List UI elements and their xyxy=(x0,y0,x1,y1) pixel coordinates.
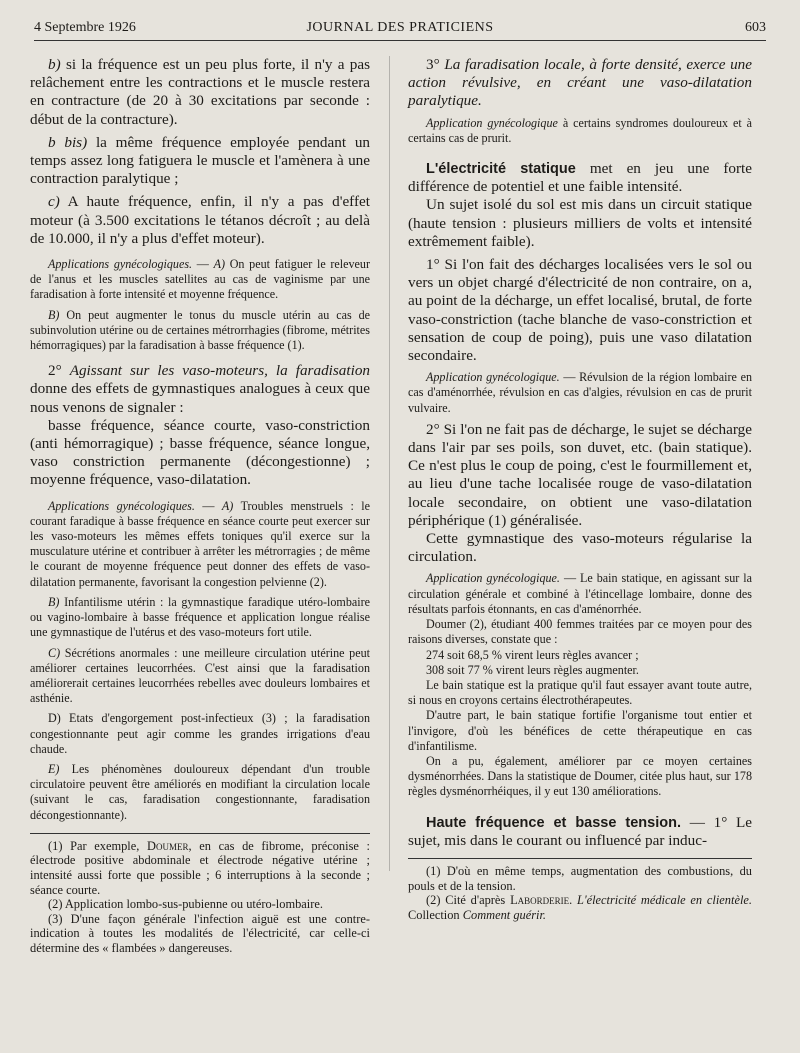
footnote-2 xyxy=(30,897,370,912)
paragraph-italic: Agissant sur les vaso-moteurs, la faradisation xyxy=(69,362,371,380)
footnote-1 xyxy=(30,839,370,897)
footnote-text: (1) Par exemple, xyxy=(48,838,140,853)
paragraph-text: met en jeu une forte différence de potentiel et une faible intensité. xyxy=(408,160,753,196)
paragraph-text: — 1° Le sujet, mis dans le courant ou influencé par induc- xyxy=(408,813,753,849)
applications-2-d xyxy=(30,711,370,757)
paragraph-text: — Le bain statique, en agissant sur la circulation générale et combiné à l'étincellage lombaire, donne des résultats parfois étonnants, en cas d'aménorrhée. xyxy=(408,571,752,616)
paragraph-text: On peut fatiguer le releveur de l'anus et les muscles satellites au cas de vaginisme par une faradisation à forte intensité et moyenne fréquence. xyxy=(30,257,370,302)
autre-paragraph xyxy=(408,708,752,754)
paragraph-text: D) Etats d'engorgement post-infectieux (3) ; la faradisation congestionnante peut agir comme les grandes irrigations d'eau chaude. xyxy=(30,711,370,756)
page-number: 603 xyxy=(745,20,766,35)
application-4 xyxy=(408,370,752,416)
paragraph-text: Troubles menstruels : le courant faradique à basse fréquence en séance courte peut exercer sur les vaso-moteurs les mêmes effets toniques qu'il exerce sur la musculature utérine et contribuer à arrêter les métrorragies ; de même le courant de moyenne fréquence peut donner des effets de vaso-dilatation permanente, favorisant la congestion pelvienne (2). xyxy=(30,498,371,589)
paragraph-2-list xyxy=(30,417,370,490)
paragraph-text: — Révulsion de la région lombaire en cas d'aménorrhée, révulsion en cas d'algies, révulsion en cas de prurit vulvaire. xyxy=(408,370,752,415)
item-label: E) xyxy=(48,761,60,776)
footnote-text: Collection xyxy=(408,907,460,922)
section-label: Application gynécologique xyxy=(426,115,558,130)
paragraph-text: donne des effets de gymnastiques analogues à ceux que nous venons de signaler : xyxy=(30,380,370,416)
column-divider xyxy=(389,56,390,871)
bain-paragraph xyxy=(408,678,752,708)
paragraph-text: Le bain statique est la pratique qu'il faut essayer avant toute autre, si nous en croyons certains électrothérapeutes. xyxy=(408,677,752,708)
footnote-text: (1) D'où en même temps, augmentation des combustions, du pouls et de la tension. xyxy=(408,863,752,893)
footnote-author: Doumer xyxy=(147,838,189,853)
footnote-author: Laborderie xyxy=(510,893,570,908)
item-label: C) xyxy=(48,645,61,660)
footnote-collection: Comment guérir. xyxy=(462,907,547,922)
static-paragraph-3 xyxy=(408,530,752,566)
section-label: Application gynécologique. xyxy=(426,571,560,586)
item-label: b) xyxy=(48,56,61,73)
item-label: A) xyxy=(221,498,234,513)
paragraph-text: On a pu, également, améliorer par ce moyen certaines dysménorrhées. Dans la statistique de Doumer, citée plus haut, sur 178 règles dysménorrhéiques, il y eut 130 améliorations. xyxy=(408,753,752,799)
section-heading: L'électricité statique xyxy=(426,161,576,178)
item-label: B) xyxy=(48,594,60,609)
item-label: B) xyxy=(48,307,60,322)
static-paragraph-2b xyxy=(408,421,752,530)
paragraph-text: 1° Si l'on fait des décharges localisées vers le sol ou vers un objet chargé d'électricité de non contraire, on a, au point de la décharge, un effet localisé, brutal, de forte vaso-constriction (tache blanche de vaso-constriction et sensation de coup de poing), puis une vaso dilatation secondaire. xyxy=(408,256,752,365)
paragraph-italic: La faradisation locale, à forte densité, exerce une action révulsive, en créant une vaso-dilatation paralytique. xyxy=(408,56,753,110)
applications-2-c xyxy=(30,646,370,707)
doumer-paragraph xyxy=(408,617,752,647)
footnote-3 xyxy=(30,912,370,956)
paragraph-c xyxy=(30,193,370,248)
paragraph-text: basse fréquence, séance courte, vaso-constriction (anti hémorragique) ; basse fréquence, séance longue, vaso constriction permanente (décongestionne) ; moyenne fréquence, vaso-dilatation. xyxy=(30,416,370,489)
paragraph-text: Infantilisme utérin : la gymnastique faradique utéro-lombaire ou vagino-lombaire à basse fréquence et application longue réalise une gymnastique de l'utérus et des vaso-moteurs fort utile. xyxy=(30,594,370,640)
item-label: b bis) xyxy=(48,133,88,151)
paragraph-text: Sécrétions anormales : une meilleure circulation utérine peut améliorer certaines leucorrhées. C'est ainsi que la faradisation améliorerait certaines leucorrhées rebelles avec douleurs lombaires et asthénie. xyxy=(30,645,370,706)
applications-2-a: Applications gynécologiques. — A) Troubles menstruels : le courant faradique à basse fréquence en séance courte peut exercer sur les vaso-moteurs les mêmes effets toniques qu'il exerce sur la musculature utérine et contribuer à arrêter les métrorragies ; de même le courant de moyenne fréquence peut donner des effets de vaso-dilatation permanente, favorisant la congestion pelvienne (2). xyxy=(30,498,371,589)
footnote-text: , en cas de fibrome, préconise : électrode positive abdominale et électrode négative utérine ; intensité aussi forte que possible ; 6 interruptions à la seconde ; séance courte. xyxy=(30,838,370,897)
applications-1-b xyxy=(30,308,370,354)
footnote-right-2: (2) Cité d'après Laborderie. L'électricité médicale en clientèle. Collection Comment guérir. xyxy=(408,893,752,922)
left-column xyxy=(30,56,370,955)
paragraph-text: Cette gymnastique des vaso-moteurs régularise la circulation. xyxy=(408,530,752,566)
item-number: 3° xyxy=(426,56,440,73)
paragraph-text: la même fréquence employée pendant un temps assez long fatiguera le muscle et l'amènera à une contraction paralytique ; xyxy=(30,133,371,188)
running-header xyxy=(34,18,766,41)
item-label: A) xyxy=(213,257,225,272)
paragraph-text: Les phénomènes douloureux dépendant d'un trouble circulatoire peuvent être améliorés en modifiant la circulation locale (suivant le cas, faradisation congestionnante, faradisation décongestionnante). xyxy=(30,761,370,822)
footnote-rule xyxy=(30,833,370,834)
paragraph-text: 274 soit 68,5 % virent leurs règles avancer ; xyxy=(426,647,639,662)
paragraph-b-bis xyxy=(30,134,370,189)
footnote-rule xyxy=(408,858,752,859)
paragraph-text: A haute fréquence, enfin, il n'y a pas d'effet moteur (à 3.500 excitations le tétanos décroît ; au delà de 10.000, il n'y a plus d'effet moteur). xyxy=(30,193,370,247)
paragraph-text: à certains syndromes douloureux et à certains cas de prurit. xyxy=(408,115,752,145)
applications-2-e xyxy=(30,762,370,823)
footnote-text: (2) Cité d'après xyxy=(426,893,506,908)
paragraph-text: D'autre part, le bain statique fortifie l'organisme tout entier et l'invigore, d'où les bénéfices de cette thérapeutique en cas d'infantilisme. xyxy=(408,708,752,753)
high-frequency-paragraph xyxy=(408,814,752,850)
static-paragraph-1 xyxy=(408,256,752,365)
paragraph-text: Un sujet isolé du sol est mis dans un circuit statique (haute tension : plusieurs milliers de volts et intensité extrêmement faible). xyxy=(408,196,752,250)
paragraph-text: 2° Si l'on ne fait pas de décharge, le sujet se décharge dans l'air par ses poils, son duvet, etc. (bain statique). Ce n'est plus le coup de poing, c'est le fourmillement et, au lieu d'une tache localisée rouge de vaso-dilatation locale secondaire, on obtient une vaso-dilatation périphérique (1) généralisée. xyxy=(408,420,752,529)
footnote-text: (2) Application lombo-sus-pubienne ou utéro-lombaire. xyxy=(48,897,323,912)
item-number: 2° xyxy=(48,362,62,380)
footnote-book-title: L'électricité médicale en clientèle. xyxy=(577,893,752,908)
right-column xyxy=(408,56,752,922)
paragraph-b xyxy=(30,56,370,129)
applications-1-a: Applications gynécologiques. — A) On peut fatiguer le releveur de l'anus et les muscles satellites au cas de vaginisme par une faradisation à forte intensité et moyenne fréquence. xyxy=(30,257,370,302)
journal-title: JOURNAL DES PRATICIENS xyxy=(306,20,494,35)
paragraph-2 xyxy=(30,362,370,417)
dysmenorrhea-paragraph xyxy=(408,754,752,800)
section-label: Applications gynécologiques. xyxy=(48,498,195,513)
item-label: c) xyxy=(48,193,60,211)
footnote-right-1 xyxy=(408,864,752,893)
paragraph-text: si la fréquence est un peu plus forte, il n'y a pas relâchement entre les contractions et le muscle restera en contracture (de 20 à 30 excitations par seconde : début de la contracture). xyxy=(30,56,371,128)
footnote-text: (3) D'une façon générale l'infection aiguë est une contre-indication à toutes les modalités de l'électricité, car celle-ci détermine des « flambées » dangereuses. xyxy=(30,911,370,955)
application-5 xyxy=(408,571,752,617)
section-label: Application gynécologique. xyxy=(426,370,560,385)
paragraph-text: Doumer (2), étudiant 400 femmes traitées par ce moyen pour des raisons diverses, constate que : xyxy=(408,617,752,647)
section-heading: Haute fréquence et basse tension. xyxy=(426,814,681,831)
issue-date: 4 Septembre 1926 xyxy=(34,20,136,35)
paragraph-text: 308 soit 77 % virent leurs règles augmenter. xyxy=(426,662,639,677)
application-3 xyxy=(408,116,752,146)
paragraph-text: On peut augmenter le tonus du muscle utérin au cas de subinvolution utérine ou de certaines métrorrhagies (fibrome, métrites hémorragiques) par la faradisation à basse fréquence (1). xyxy=(30,307,371,353)
applications-2-b xyxy=(30,595,370,641)
static-paragraph-2 xyxy=(408,196,752,251)
statistic-line-2 xyxy=(408,663,752,678)
section-label: Applications gynécologiques. xyxy=(48,257,193,272)
static-electricity-intro xyxy=(408,160,752,196)
paragraph-3 xyxy=(408,56,752,111)
statistic-line-1 xyxy=(408,648,752,663)
